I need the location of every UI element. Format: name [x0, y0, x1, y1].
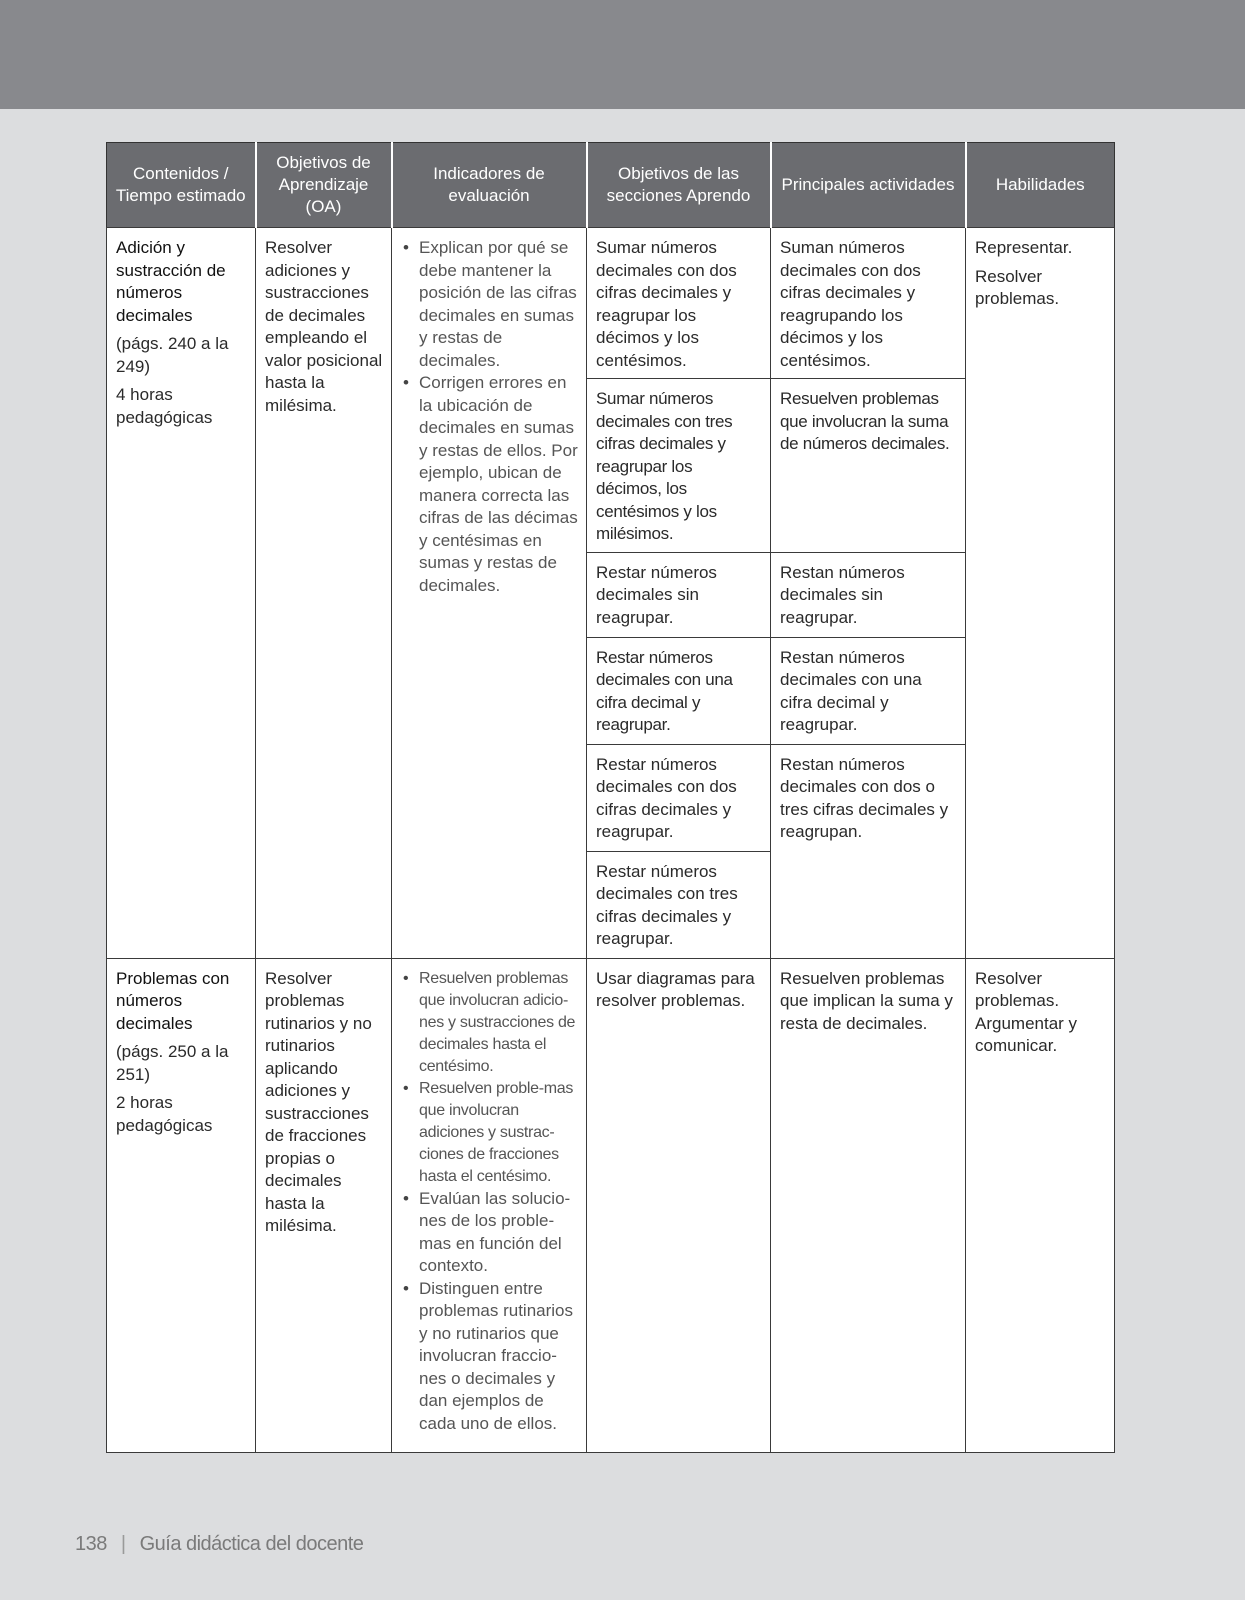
footer-separator: | [120, 1533, 126, 1555]
section-activity: Restan números decimales con dos o tres cifras decimales y reagrupan. [771, 744, 966, 958]
header-actividades: Principales actividades [771, 143, 966, 228]
header-indicadores: Indicadores de evaluación [392, 143, 587, 228]
section-objective: Restar números decimales sin reagrupar. [587, 552, 771, 637]
oa-cell: Resolver problemas rutinarios y no rutinarios aplicando adiciones y sustracciones de fracciones propias o decimales hasta la milésima. [256, 958, 392, 1452]
footer-title: Guía didáctica del docente [139, 1533, 364, 1555]
skill-item: Resolver problemas. [975, 266, 1060, 308]
skill-item: Representar. [975, 238, 1073, 257]
section-objective: Sumar números decimales con tres cifras decimales y reagrupar los décimos, los centésimos y los milésimos. [587, 379, 771, 553]
indicator-item: • Resuelven proble-mas que involucran adiciones y sustrac-ciones de fracciones hasta el centésimo. [419, 1078, 578, 1188]
section-activity: Restan números decimales sin reagrupar. [771, 552, 966, 637]
oa-cell: Resolver adiciones y sustracciones de decimales empleando el valor posicional hasta la milésima. [256, 228, 392, 959]
content-time: 2 horas pedagógicas [116, 1093, 213, 1135]
section-activity: Resuelven problemas que implican la suma y resta de decimales. [771, 958, 966, 1452]
indicator-item: • Explican por qué se debe mantener la posición de las cifras decimales en sumas y restas de decimales. [419, 237, 578, 372]
page-number: 138 [75, 1533, 107, 1555]
table-row [107, 958, 1115, 1452]
content-cell [107, 228, 256, 959]
indicators-cell [392, 228, 587, 959]
indicator-item: • Resuelven problemas que involucran adicio-nes y sustracciones de decimales hasta el centésimo. [419, 968, 578, 1078]
page-footer [75, 1533, 363, 1556]
indicator-item: • Distinguen entre problemas rutinarios y no rutinarios que involucran fraccio-nes o decimales y dan ejemplos de cada uno de ellos. [419, 1278, 578, 1436]
section-objective: Usar diagramas para resolver problemas. [587, 958, 771, 1452]
header-objetivos-aprendizaje: Objetivos de Aprendizaje (OA) [256, 143, 392, 228]
indicator-item: • Evalúan las solucio-nes de los proble-mas en función del contexto. [419, 1188, 578, 1278]
section-activity: Resuelven problemas que involucran la suma de números decimales. [771, 379, 966, 553]
content-title: Problemas con números decimales [116, 968, 230, 1033]
skills-cell: Resolver problemas. Argumentar y comunicar. [966, 958, 1115, 1452]
section-objective: Restar números decimales con dos cifras decimales y reagrupar. [587, 744, 771, 851]
section-objective: Restar números decimales con una cifra decimal y reagrupar. [587, 637, 771, 744]
table-row [107, 228, 1115, 379]
section-objective: Sumar números decimales con dos cifras decimales y reagrupar los décimos y los centésimos. [587, 228, 771, 379]
content-time: 4 horas pedagógicas [116, 385, 213, 427]
content-pages: (págs. 250 a la 251) [116, 1042, 229, 1084]
planning-table [106, 142, 1115, 1453]
header-row [107, 143, 1115, 228]
header-objetivos-secciones: Objetivos de las secciones Aprendo [587, 143, 771, 228]
indicator-item: • Corrigen errores en la ubicación de decimales en sumas y restas de ellos. Por ejemplo, ubican de manera correcta las cifras de las décimas y centésimas en sumas y restas de decimales. [419, 372, 578, 597]
header-habilidades: Habilidades [966, 143, 1115, 228]
skills-cell [966, 228, 1115, 959]
section-objective: Restar números decimales con tres cifras decimales y reagrupar. [587, 851, 771, 958]
content-pages: (págs. 240 a la 249) [116, 334, 229, 376]
section-activity: Suman números decimales con dos cifras decimales y reagrupando los décimos y los centésimos. [771, 228, 966, 379]
indicators-cell [392, 958, 587, 1452]
content-title: Adición y sustracción de números decimales [116, 238, 226, 325]
header-contenidos: Contenidos / Tiempo estimado [107, 143, 256, 228]
content-cell [107, 958, 256, 1452]
top-band [0, 0, 1245, 109]
section-activity: Restan números decimales con una cifra decimal y reagrupar. [771, 637, 966, 744]
